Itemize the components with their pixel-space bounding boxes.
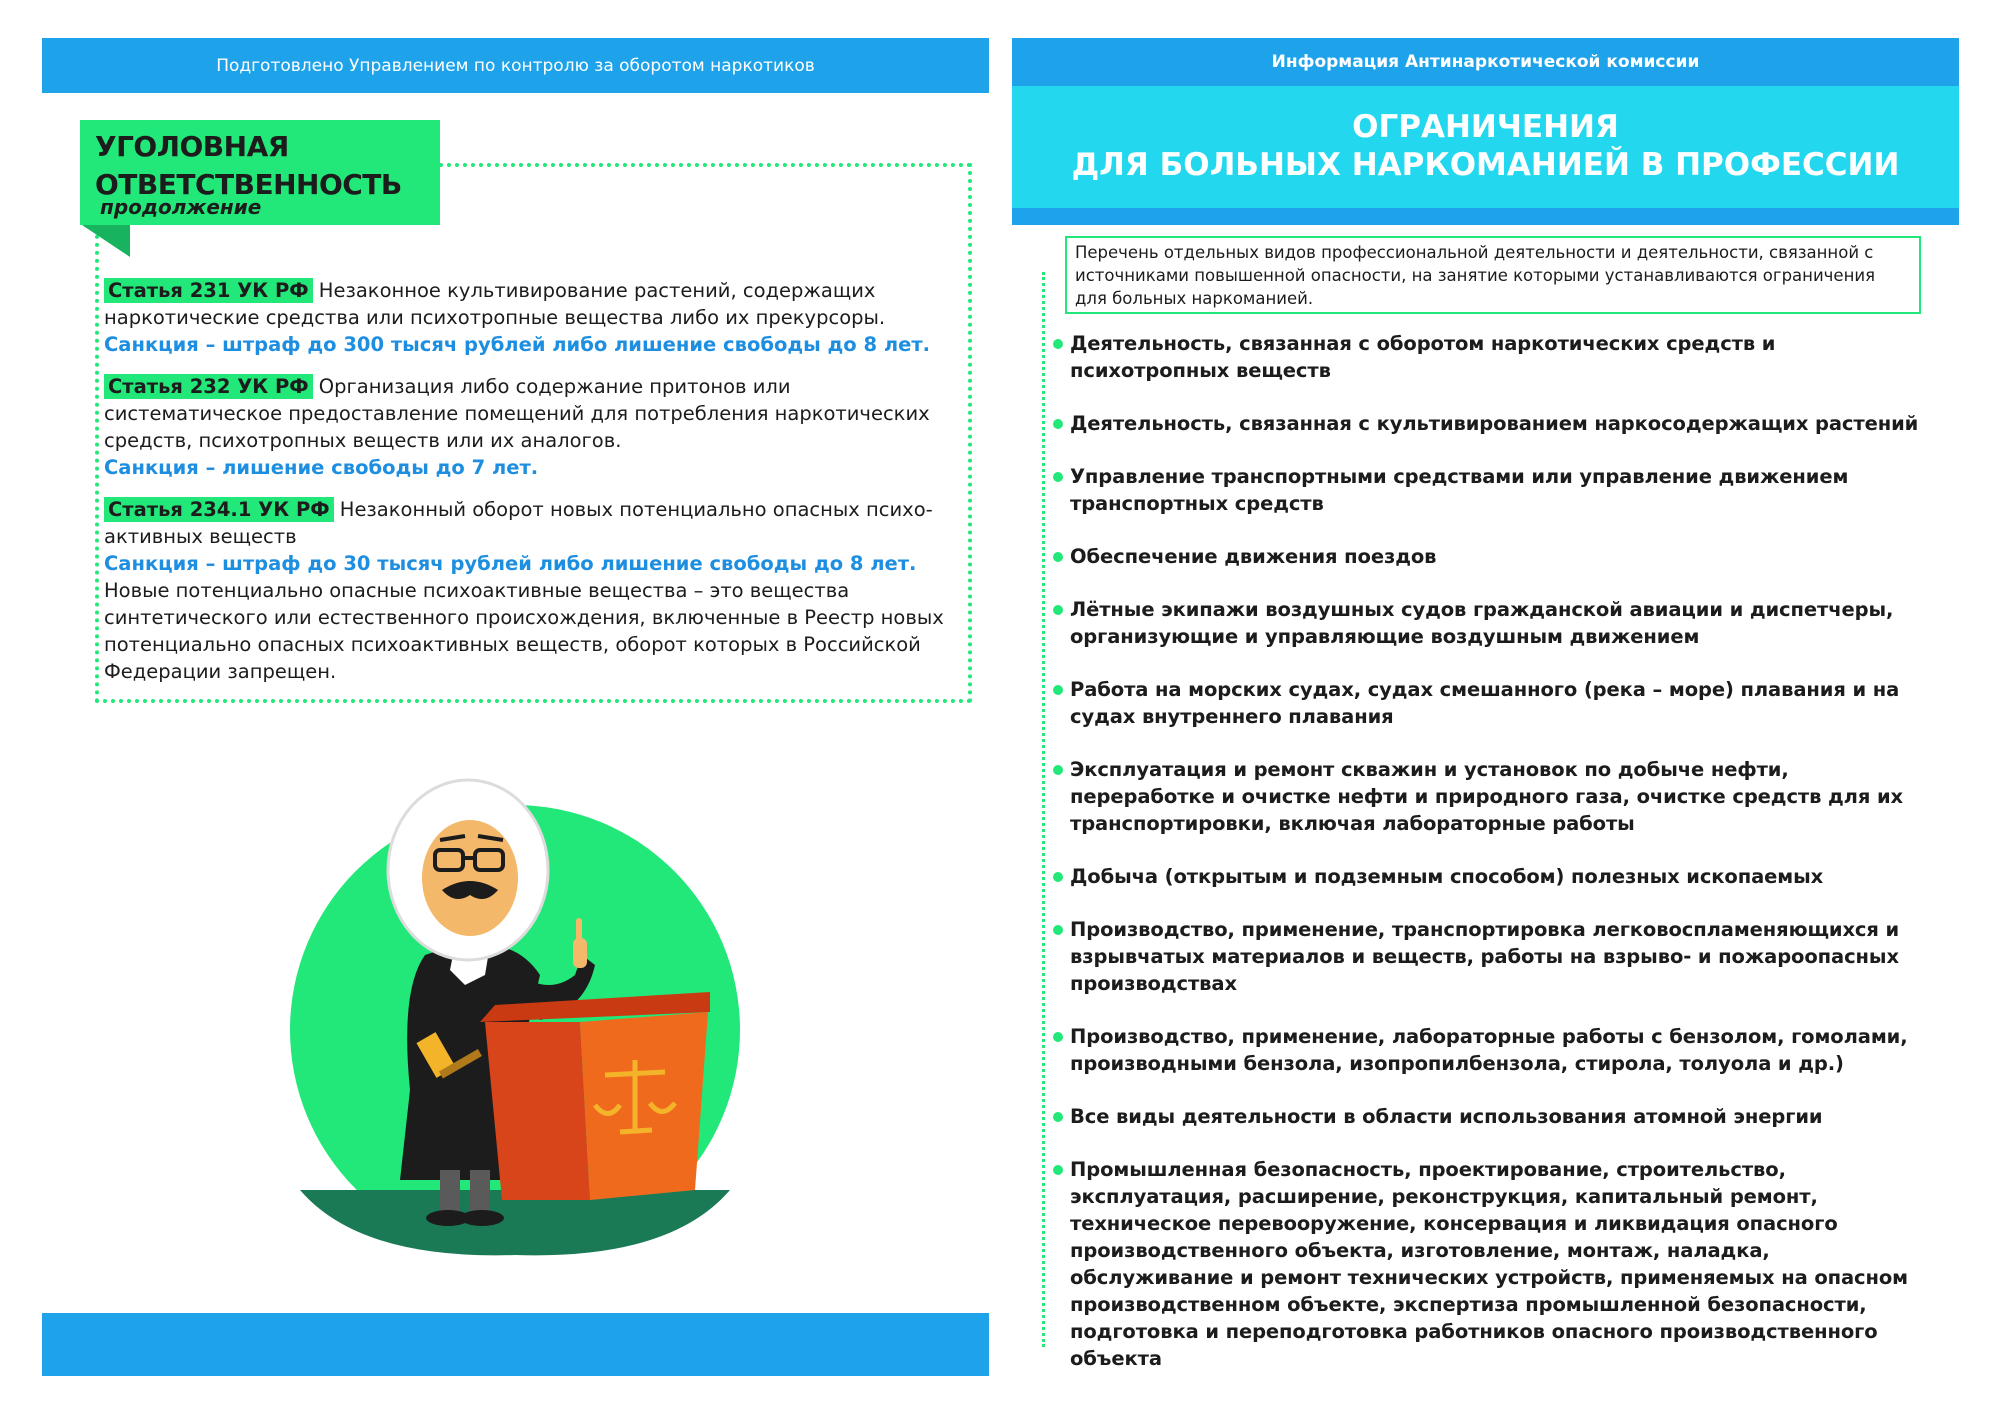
bullet-icon: [1053, 605, 1063, 615]
intro-box: [1065, 236, 1921, 314]
section-title: УГОЛОВНАЯ ОТВЕТСТВЕННОСТЬ: [95, 130, 402, 201]
article-232: [104, 373, 974, 481]
list-item: [1053, 543, 1933, 570]
list-item-text: Все виды деятельности в области использования атомной энергии: [1070, 1105, 1823, 1128]
bullet-icon: [1053, 552, 1063, 562]
bullet-icon: [1053, 472, 1063, 482]
section-subtitle: продолжение: [100, 195, 262, 219]
list-item-text: Промышленная безопасность, проектирование, строительство, эксплуатация, расширение, реконструкция, капитальный ремонт, техническое перевооружение, консервация и ликвидация опасного производственного объекта, изготовление, монтаж, наладка, обслуживание и ремонт технических устройств, применяемых на опасном производственном объекте, экспертиза промышленной безопасности, подготовка и переподготовка работников опасного производственного объекта: [1070, 1158, 1909, 1370]
list-item: [1053, 463, 1933, 517]
bullet-icon: [1053, 1112, 1063, 1122]
bullet-icon: [1053, 685, 1063, 695]
list-item-text: Деятельность, связанная с оборотом наркотических средств и психотропных веществ: [1070, 332, 1776, 382]
list-item-text: Управление транспортными средствами или управление движением транспортных средств: [1070, 465, 1849, 515]
list-item: [1053, 863, 1933, 890]
right-title-line2: ДЛЯ БОЛЬНЫХ НАРКОМАНИЕЙ В ПРОФЕССИИ: [1071, 147, 1900, 183]
list-item: [1053, 916, 1933, 997]
list-item-text: Производство, применение, лабораторные работы с бензолом, гомолами, производными бензола, изопропилбензола, стирола, толуола и др.): [1070, 1025, 1908, 1075]
article-sanction: Санкция – штраф до 300 тысяч рублей либо лишение свободы до 8 лет.: [104, 333, 931, 356]
list-item: [1053, 1156, 1933, 1372]
bullet-icon: [1053, 419, 1063, 429]
left-header-bar: [42, 38, 989, 93]
right-banner-stripe: [1012, 208, 1959, 225]
judge-face: [422, 820, 518, 936]
right-dotted-guide: [1042, 272, 1045, 1347]
bullet-icon: [1053, 1165, 1063, 1175]
article-label: Статья 234.1 УК РФ: [104, 497, 334, 522]
left-footer-bar: [42, 1313, 989, 1376]
right-title-banner: [1012, 86, 1959, 208]
list-item: [1053, 596, 1933, 650]
bullet-icon: [1053, 925, 1063, 935]
article-label: Статья 232 УК РФ: [104, 374, 313, 399]
restrictions-list: [1053, 330, 1933, 1372]
bullet-icon: [1053, 1032, 1063, 1042]
list-item-text: Производство, применение, транспортировка легковоспламеняющихся и взрывчатых материалов и веществ, работы на взрыво- и пожароопасных производствах: [1070, 918, 1900, 995]
list-item-text: Деятельность, связанная с культивированием наркосодержащих растений: [1070, 412, 1919, 435]
list-item-text: Обеспечение движения поездов: [1070, 545, 1437, 568]
section-tag: [80, 120, 440, 225]
intro-text: Перечень отдельных видов профессиональной деятельности и деятельности, связанной с источниками повышенной опасности, на занятие которыми устанавливаются ограничения для больных наркоманией.: [1075, 243, 1876, 308]
article-234-1: [104, 496, 974, 685]
list-item: [1053, 1103, 1933, 1130]
judge-illustration-icon: [290, 760, 740, 1260]
list-item-text: Работа на морских судах, судах смешанного (река – море) плавания и на судах внутреннего плавания: [1070, 678, 1900, 728]
article-description: Незаконный оборот новых потенциально опасных психо-активных веществ: [104, 498, 933, 548]
tag-fold: [82, 225, 130, 257]
left-header-text: Подготовлено Управлением по контролю за оборотом наркотиков: [216, 55, 815, 76]
bullet-icon: [1053, 339, 1063, 349]
list-item-text: Эксплуатация и ремонт скважин и установок по добыче нефти, переработке и очистке нефти и природного газа, очистке средств для их транспортировки, включая лабораторные работы: [1070, 758, 1904, 835]
article-sanction: Санкция – лишение свободы до 7 лет.: [104, 456, 539, 479]
article-231: [104, 277, 974, 358]
article-label: Статья 231 УК РФ: [104, 278, 313, 303]
right-header-bar: [1012, 38, 1959, 86]
article-note: Новые потенциально опасные психоактивные вещества – это вещества синтетического или естественного происхождения, включенные в Реестр новых потенциально опасных психоактивных веществ, оборот которых в Российской Федерации запрещен.: [104, 579, 944, 683]
article-description: Незаконное культивирование растений, содержащих наркотические средства или психотропные вещества либо их прекурсоры.: [104, 279, 886, 329]
list-item: [1053, 330, 1933, 384]
list-item-text: Лётные экипажи воздушных судов гражданской авиации и диспетчеры, организующие и управляющие воздушным движением: [1070, 598, 1894, 648]
list-item: [1053, 756, 1933, 837]
list-item: [1053, 676, 1933, 730]
articles-list: [104, 277, 974, 700]
article-sanction: Санкция – штраф до 30 тысяч рублей либо лишение свободы до 8 лет.: [104, 552, 917, 575]
bullet-icon: [1053, 872, 1063, 882]
list-item: [1053, 1023, 1933, 1077]
article-description: Организация либо содержание притонов или систематическое предоставление помещений для потребления наркотических средств, психотропных веществ или их аналогов.: [104, 375, 930, 452]
list-item-text: Добыча (открытым и подземным способом) полезных ископаемых: [1070, 865, 1824, 888]
list-item: [1053, 410, 1933, 437]
right-header-text: Информация Антинаркотической комиссии: [1271, 52, 1700, 72]
podium-icon: [480, 992, 710, 1200]
right-title-line1: ОГРАНИЧЕНИЯ: [1352, 109, 1619, 145]
bullet-icon: [1053, 765, 1063, 775]
